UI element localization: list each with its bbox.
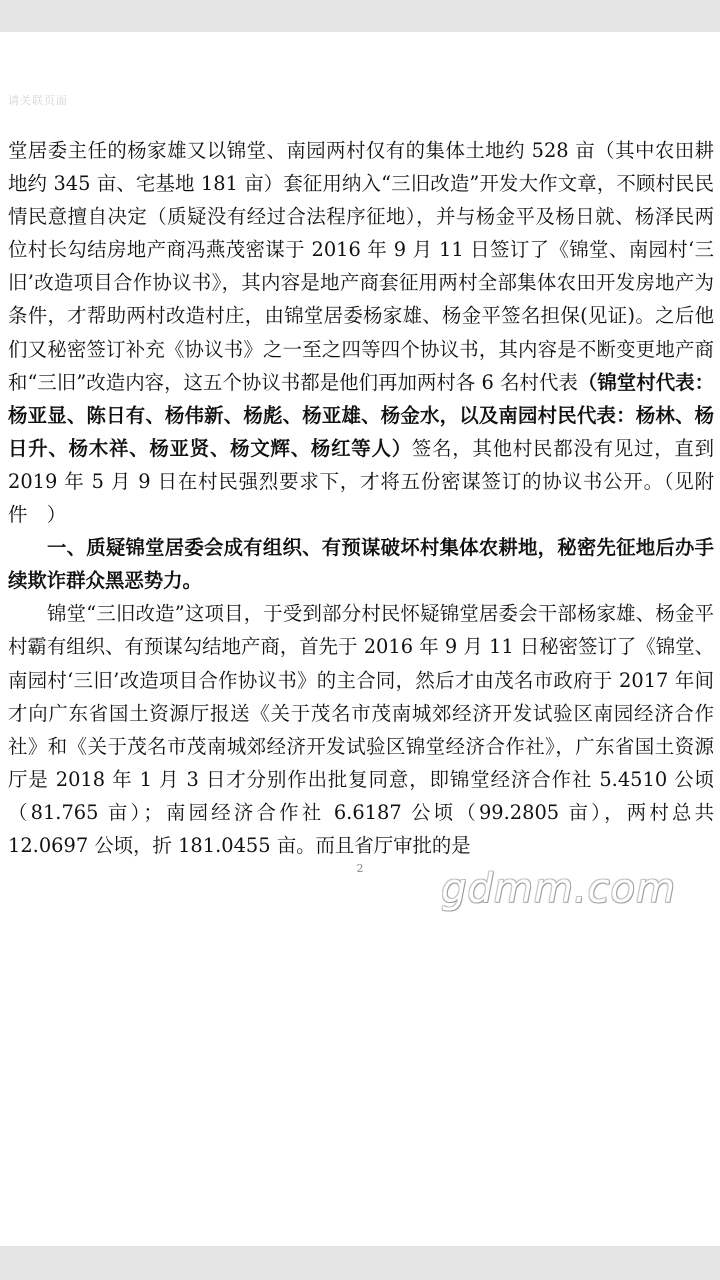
document-page xyxy=(0,32,720,1246)
paragraph-1-text: 堂居委主任的杨家雄又以锦堂、南园两村仅有的集体土地约 528 亩（其中农田耕地约 345 亩、宅基地 181 亩）套征用纳入“三旧改造”开发大作文章，不顾村民民情民意擅自决定（质疑没有经过合法程序征地），并与杨金平及杨日就、杨泽民两位村长勾结房地产商冯燕茂密谋于 2016 年 9 月 11 日签订了《锦堂、南园村‘三旧’改造项目合作协议书》，其内容是地产商套征用两村全部集体农田开发房地产为条件，才帮助两村改造村庄，由锦堂居委杨家雄、杨金平签名担保(见证)。之后他们又秘密签订补充《协议书》之一至之四等四个协议书，其内容是不断变更地产商和“三旧”改造内容，这五个协议书都是他们再加两村各 6 名村代表 xyxy=(8,139,714,394)
header-faint-text: 请关联页面 xyxy=(8,94,68,107)
page-number: 2 xyxy=(356,862,364,875)
section-heading-1: 一、质疑锦堂居委会成有组织、有预谋破坏村集体农耕地，秘密先征地后办手续欺诈群众黑恶势力。 xyxy=(8,536,714,593)
paragraph-1-tail: 签名，其他村民都没有见过，直到 2019 年 5 月 9 日在村民强烈要求下，才将五份密谋签订的协议书公开。（见附件 ） xyxy=(8,436,715,527)
watermark-logo: gdmm.com xyxy=(441,866,676,912)
paragraph-1 xyxy=(8,134,714,531)
document-body xyxy=(8,134,714,862)
paragraph-1-bold-representatives: （锦堂村代表：杨亚显、陈日有、杨伟新、杨彪、杨亚雄、杨金水，以及南园村民代表：杨林、杨日升、杨木祥、杨亚贤、杨文辉、杨红等人） xyxy=(8,370,715,460)
paragraph-2: 锦堂“三旧改造”这项目，于受到部分村民怀疑锦堂居委会干部杨家雄、杨金平村霸有组织、有预谋勾结地产商，首先于 2016 年 9 月 11 日秘密签订了《锦堂、南园村‘三旧’改造项目合作协议书》的主合同，然后才由茂名市政府于 2017 年间才向广东省国土资源厅报送《关于茂名市茂南城郊经济开发试验区南园经济合作社》和《关于茂名市茂南城郊经济开发试验区锦堂经济合作社》，广东省国土资源厅是 2018 年 1 月 3 日才分别作出批复同意，即锦堂经济合作社 5.4510 公顷（81.765 亩）；南园经济合作社 6.6187 公顷（99.2805 亩），两村总共 12.0697 公顷，折 181.0455 亩。而且省厅审批的是 xyxy=(8,602,714,857)
